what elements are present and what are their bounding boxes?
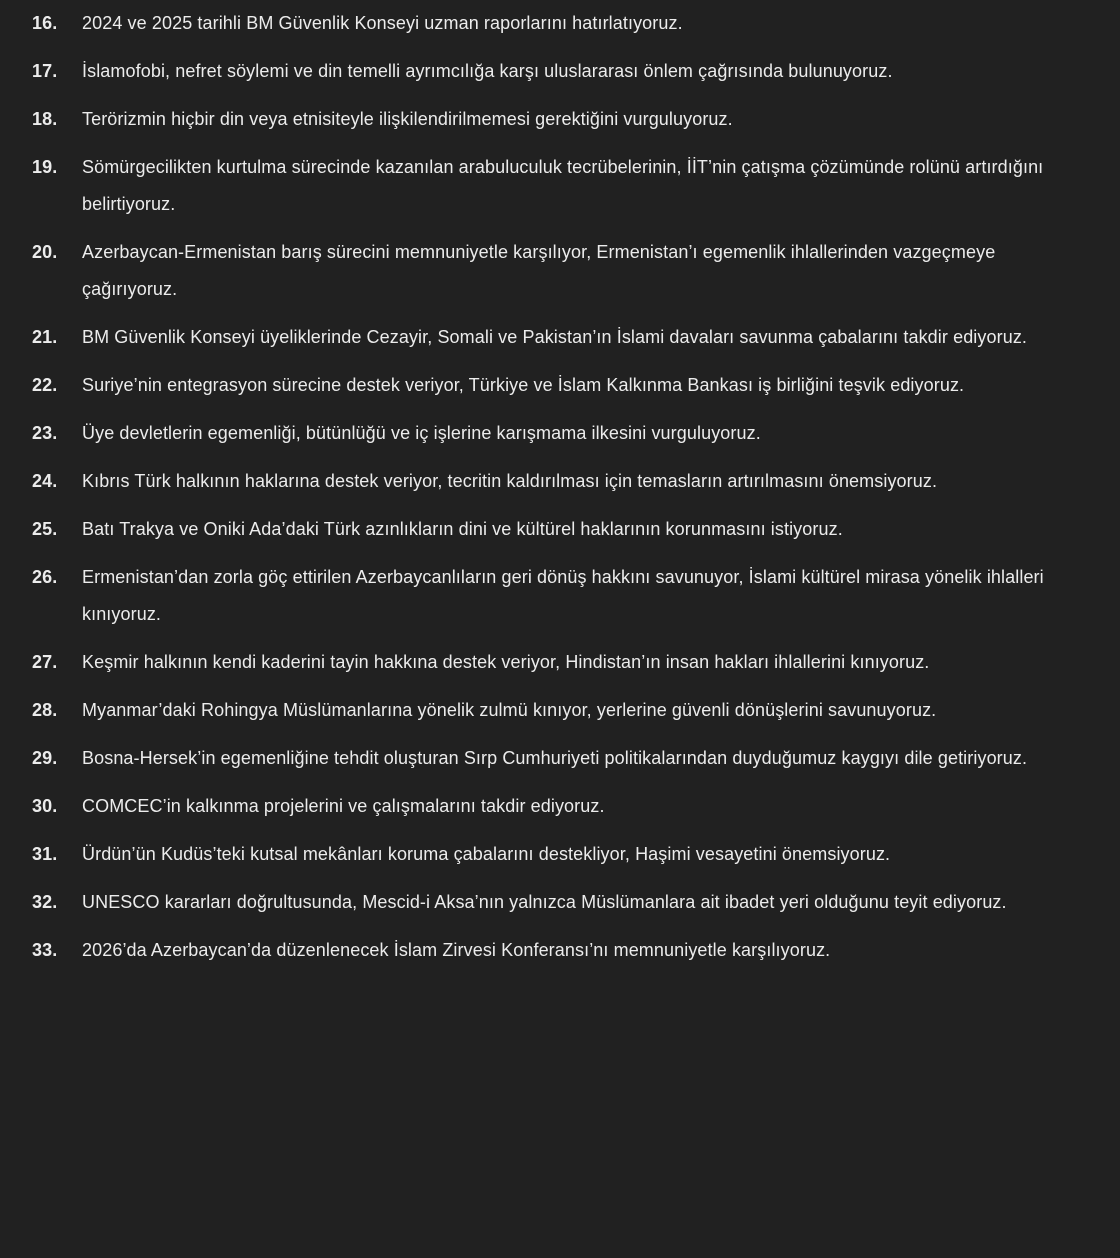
list-item [0, 415, 1120, 452]
list-item-number: 21. [32, 327, 58, 347]
list-item-number: 19. [32, 157, 58, 177]
list-item [0, 788, 1120, 825]
list-item-number: 24. [32, 471, 58, 491]
list-item [0, 463, 1120, 500]
list-item-text: Üye devletlerin egemenliği, bütünlüğü ve iç işlerine karışmama ilkesini vurguluyoruz. [82, 423, 761, 443]
list-item-text: Ermenistan’dan zorla göç ettirilen Azerbaycanlıların geri dönüş hakkını savunuyor, İslami kültürel mirasa yönelik ihlalleri kınıyoruz. [82, 567, 1044, 624]
list-item-number: 16. [32, 13, 58, 33]
list-item [0, 367, 1120, 404]
list-item-text: Ürdün’ün Kudüs’teki kutsal mekânları koruma çabalarını destekliyor, Haşimi vesayetini önemsiyoruz. [82, 844, 891, 864]
list-item [0, 5, 1120, 42]
list-item-number: 28. [32, 700, 58, 720]
list-item-text: İslamofobi, nefret söylemi ve din temelli ayrımcılığa karşı uluslararası önlem çağrısında bulunuyoruz. [82, 61, 893, 81]
list-item-text: Bosna-Hersek’in egemenliğine tehdit oluşturan Sırp Cumhuriyeti politikalarından duyduğumuz kaygıyı dile getiriyoruz. [82, 748, 1028, 768]
list-item-text: 2024 ve 2025 tarihli BM Güvenlik Konseyi uzman raporlarını hatırlatıyoruz. [82, 13, 683, 33]
list-item-number: 31. [32, 844, 58, 864]
list-item [0, 559, 1120, 633]
list-item [0, 511, 1120, 548]
list-item-number: 22. [32, 375, 58, 395]
list-item-number: 17. [32, 61, 58, 81]
list-item-number: 23. [32, 423, 58, 443]
list-item-text: BM Güvenlik Konseyi üyeliklerinde Cezayir, Somali ve Pakistan’ın İslami davaları savunma çabalarını takdir ediyoruz. [82, 327, 1028, 347]
list-item [0, 692, 1120, 729]
list-item-number: 20. [32, 242, 58, 262]
list-item-number: 26. [32, 567, 58, 587]
list-item-number: 27. [32, 652, 58, 672]
list-item-text: Kıbrıs Türk halkının haklarına destek veriyor, tecritin kaldırılması için temasların artırılmasını önemsiyoruz. [82, 471, 938, 491]
list-item-number: 25. [32, 519, 58, 539]
list-item-number: 29. [32, 748, 58, 768]
list-item [0, 836, 1120, 873]
list-item-text: Myanmar’daki Rohingya Müslümanlarına yönelik zulmü kınıyor, yerlerine güvenli dönüşlerini savunuyoruz. [82, 700, 937, 720]
list-item-number: 32. [32, 892, 58, 912]
list-item-text: Terörizmin hiçbir din veya etnisiteyle ilişkilendirilmemesi gerektiğini vurguluyoruz. [82, 109, 733, 129]
list-item-number: 30. [32, 796, 58, 816]
list-item-text: Azerbaycan-Ermenistan barış sürecini memnuniyetle karşılıyor, Ermenistan’ı egemenlik ihlallerinden vazgeçmeye çağırıyoruz. [82, 242, 996, 299]
list-item-text: Keşmir halkının kendi kaderini tayin hakkına destek veriyor, Hindistan’ın insan hakları ihlallerini kınıyoruz. [82, 652, 930, 672]
list-item [0, 319, 1120, 356]
list-item-text: 2026’da Azerbaycan’da düzenlenecek İslam Zirvesi Konferansı’nı memnuniyetle karşılıyoruz. [82, 940, 831, 960]
list-item-text: Suriye’nin entegrasyon sürecine destek veriyor, Türkiye ve İslam Kalkınma Bankası iş birliğini teşvik ediyoruz. [82, 375, 965, 395]
list-item-text: COMCEC’in kalkınma projelerini ve çalışmalarını takdir ediyoruz. [82, 796, 605, 816]
list-item [0, 234, 1120, 308]
list-item [0, 53, 1120, 90]
list-item-text: Sömürgecilikten kurtulma sürecinde kazanılan arabuluculuk tecrübelerinin, İİT’nin çatışma çözümünde rolünü artırdığını belirtiyoruz. [82, 157, 1044, 214]
list-item-number: 33. [32, 940, 58, 960]
list-item [0, 884, 1120, 921]
list-item [0, 149, 1120, 223]
list-item-number: 18. [32, 109, 58, 129]
list-item-text: UNESCO kararları doğrultusunda, Mescid-i Aksa’nın yalnızca Müslümanlara ait ibadet yeri olduğunu teyit ediyoruz. [82, 892, 1007, 912]
list-item [0, 101, 1120, 138]
list-item [0, 740, 1120, 777]
list-item-text: Batı Trakya ve Oniki Ada’daki Türk azınlıkların dini ve kültürel haklarının korunmasını istiyoruz. [82, 519, 843, 539]
list-item [0, 644, 1120, 681]
list-item [0, 932, 1120, 969]
